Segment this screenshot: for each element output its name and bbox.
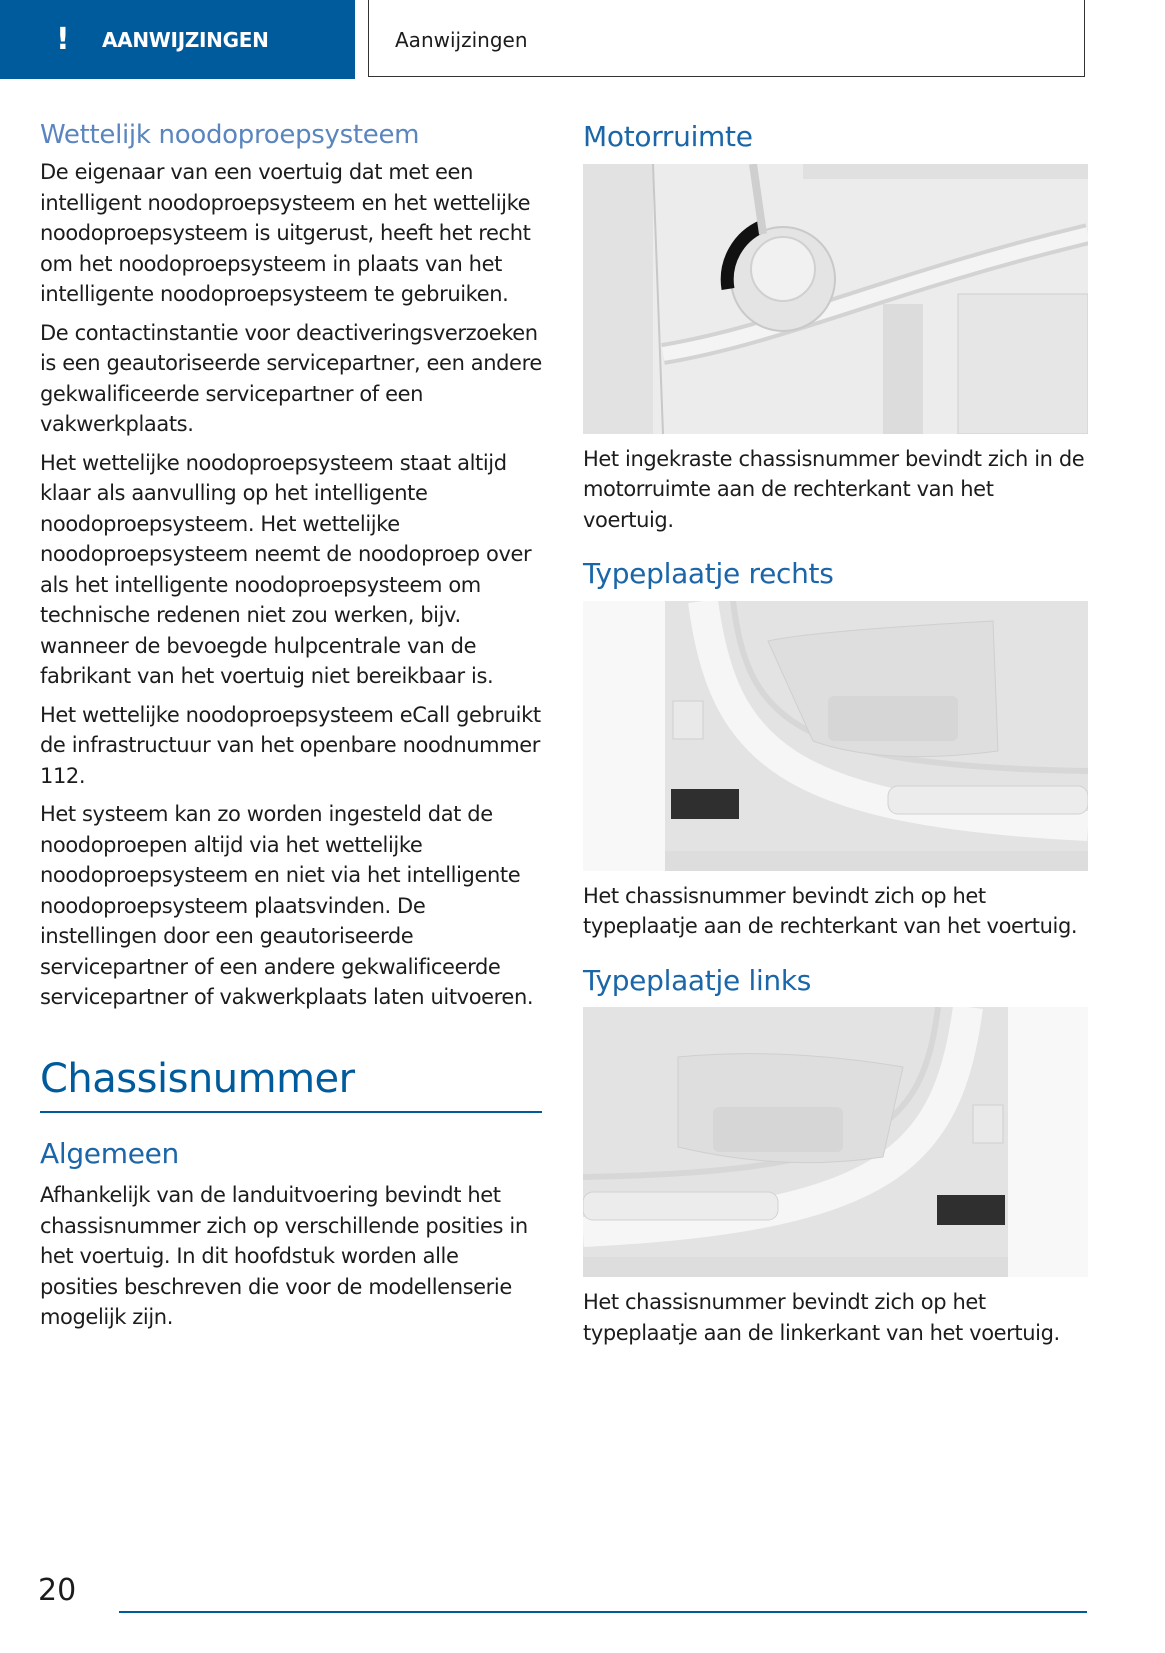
section-label: AANWIJZINGEN <box>102 27 269 52</box>
section-tab <box>0 0 355 79</box>
right-column <box>583 120 1088 1370</box>
figure-caption: Het chassisnummer bevindt zich op het typeplaatje aan de rechterkant van het voertuig. <box>583 883 1078 939</box>
section-heading-motorruimte: Motorruimte <box>583 120 753 153</box>
page-number: 20 <box>38 1573 77 1608</box>
paragraph: Het wettelijke noodoproepsysteem eCall gebruikt de infrastructuur van het openbare noodnummer 112. <box>40 702 541 788</box>
section-heading-typeplaatje-links: Typeplaatje links <box>583 963 812 997</box>
breadcrumb-label: Aanwijzingen <box>395 28 528 52</box>
paragraph: Het wettelijke noodoproepsysteem staat altijd klaar als aanvulling op het intelligente noodoproepsysteem. Het wettelijke noodoproepsysteem neemt de noodoproep over als het intelligente noodoproepsysteem om technische redenen niet zou werken, bijv. wanneer de bevoegde hulpcentrale van de fabrikant van het voertuig niet bereikbaar is. <box>40 450 532 689</box>
chapter-title: Chassisnummer <box>40 1055 355 1102</box>
right-door-sill-image <box>583 601 1088 871</box>
figure-caption: Het ingekraste chassisnummer bevindt zich in de motorruimte aan de rechterkant van het voertuig. <box>583 446 1085 532</box>
footer-divider <box>119 1611 1087 1613</box>
section-heading-typeplaatje-rechts: Typeplaatje rechts <box>583 557 834 591</box>
breadcrumb <box>368 0 1085 77</box>
paragraph: De contactinstantie voor deactiveringsverzoeken is een geautoriseerde servicepartner, een andere gekwalificeerde servicepartner of een vakwerkplaats. <box>40 320 542 437</box>
left-door-sill-image <box>583 1007 1088 1277</box>
figure-caption: Het chassisnummer bevindt zich op het typeplaatje aan de linkerkant van het voertuig. <box>583 1290 1060 1345</box>
subsection-heading-algemeen: Algemeen <box>40 1136 180 1170</box>
warning-exclamation-icon: ! <box>56 22 70 57</box>
paragraph: Het systeem kan zo worden ingesteld dat de noodoproepen altijd via het wettelijke noodoproepsysteem en niet via het intelligente noodoproepsysteem plaatsvinden. De instellingen door een geautoriseerde servicepartner of een andere gekwalificeerde servicepartner of vakwerkplaats laten uitvoeren. <box>40 802 534 1010</box>
section-heading-noodoproep: Wettelijk noodoproepsysteem <box>40 120 420 150</box>
paragraph: Afhankelijk van de landuitvoering bevindt het chassisnummer zich op verschillende posities in het voertuig. In dit hoofdstuk worden alle posities beschreven die voor de modellenserie mogelijk zijn. <box>40 1183 528 1330</box>
left-column <box>40 120 542 1341</box>
paragraph: De eigenaar van een voertuig dat met een intelligent noodoproepsysteem en het wettelijke noodoproepsysteem is uitgerust, heeft het recht om het noodoproepsysteem in plaats van het intelligente noodoproepsysteem te gebruiken. <box>40 160 531 307</box>
engine-bay-image <box>583 164 1088 434</box>
chapter-divider <box>40 1111 542 1113</box>
